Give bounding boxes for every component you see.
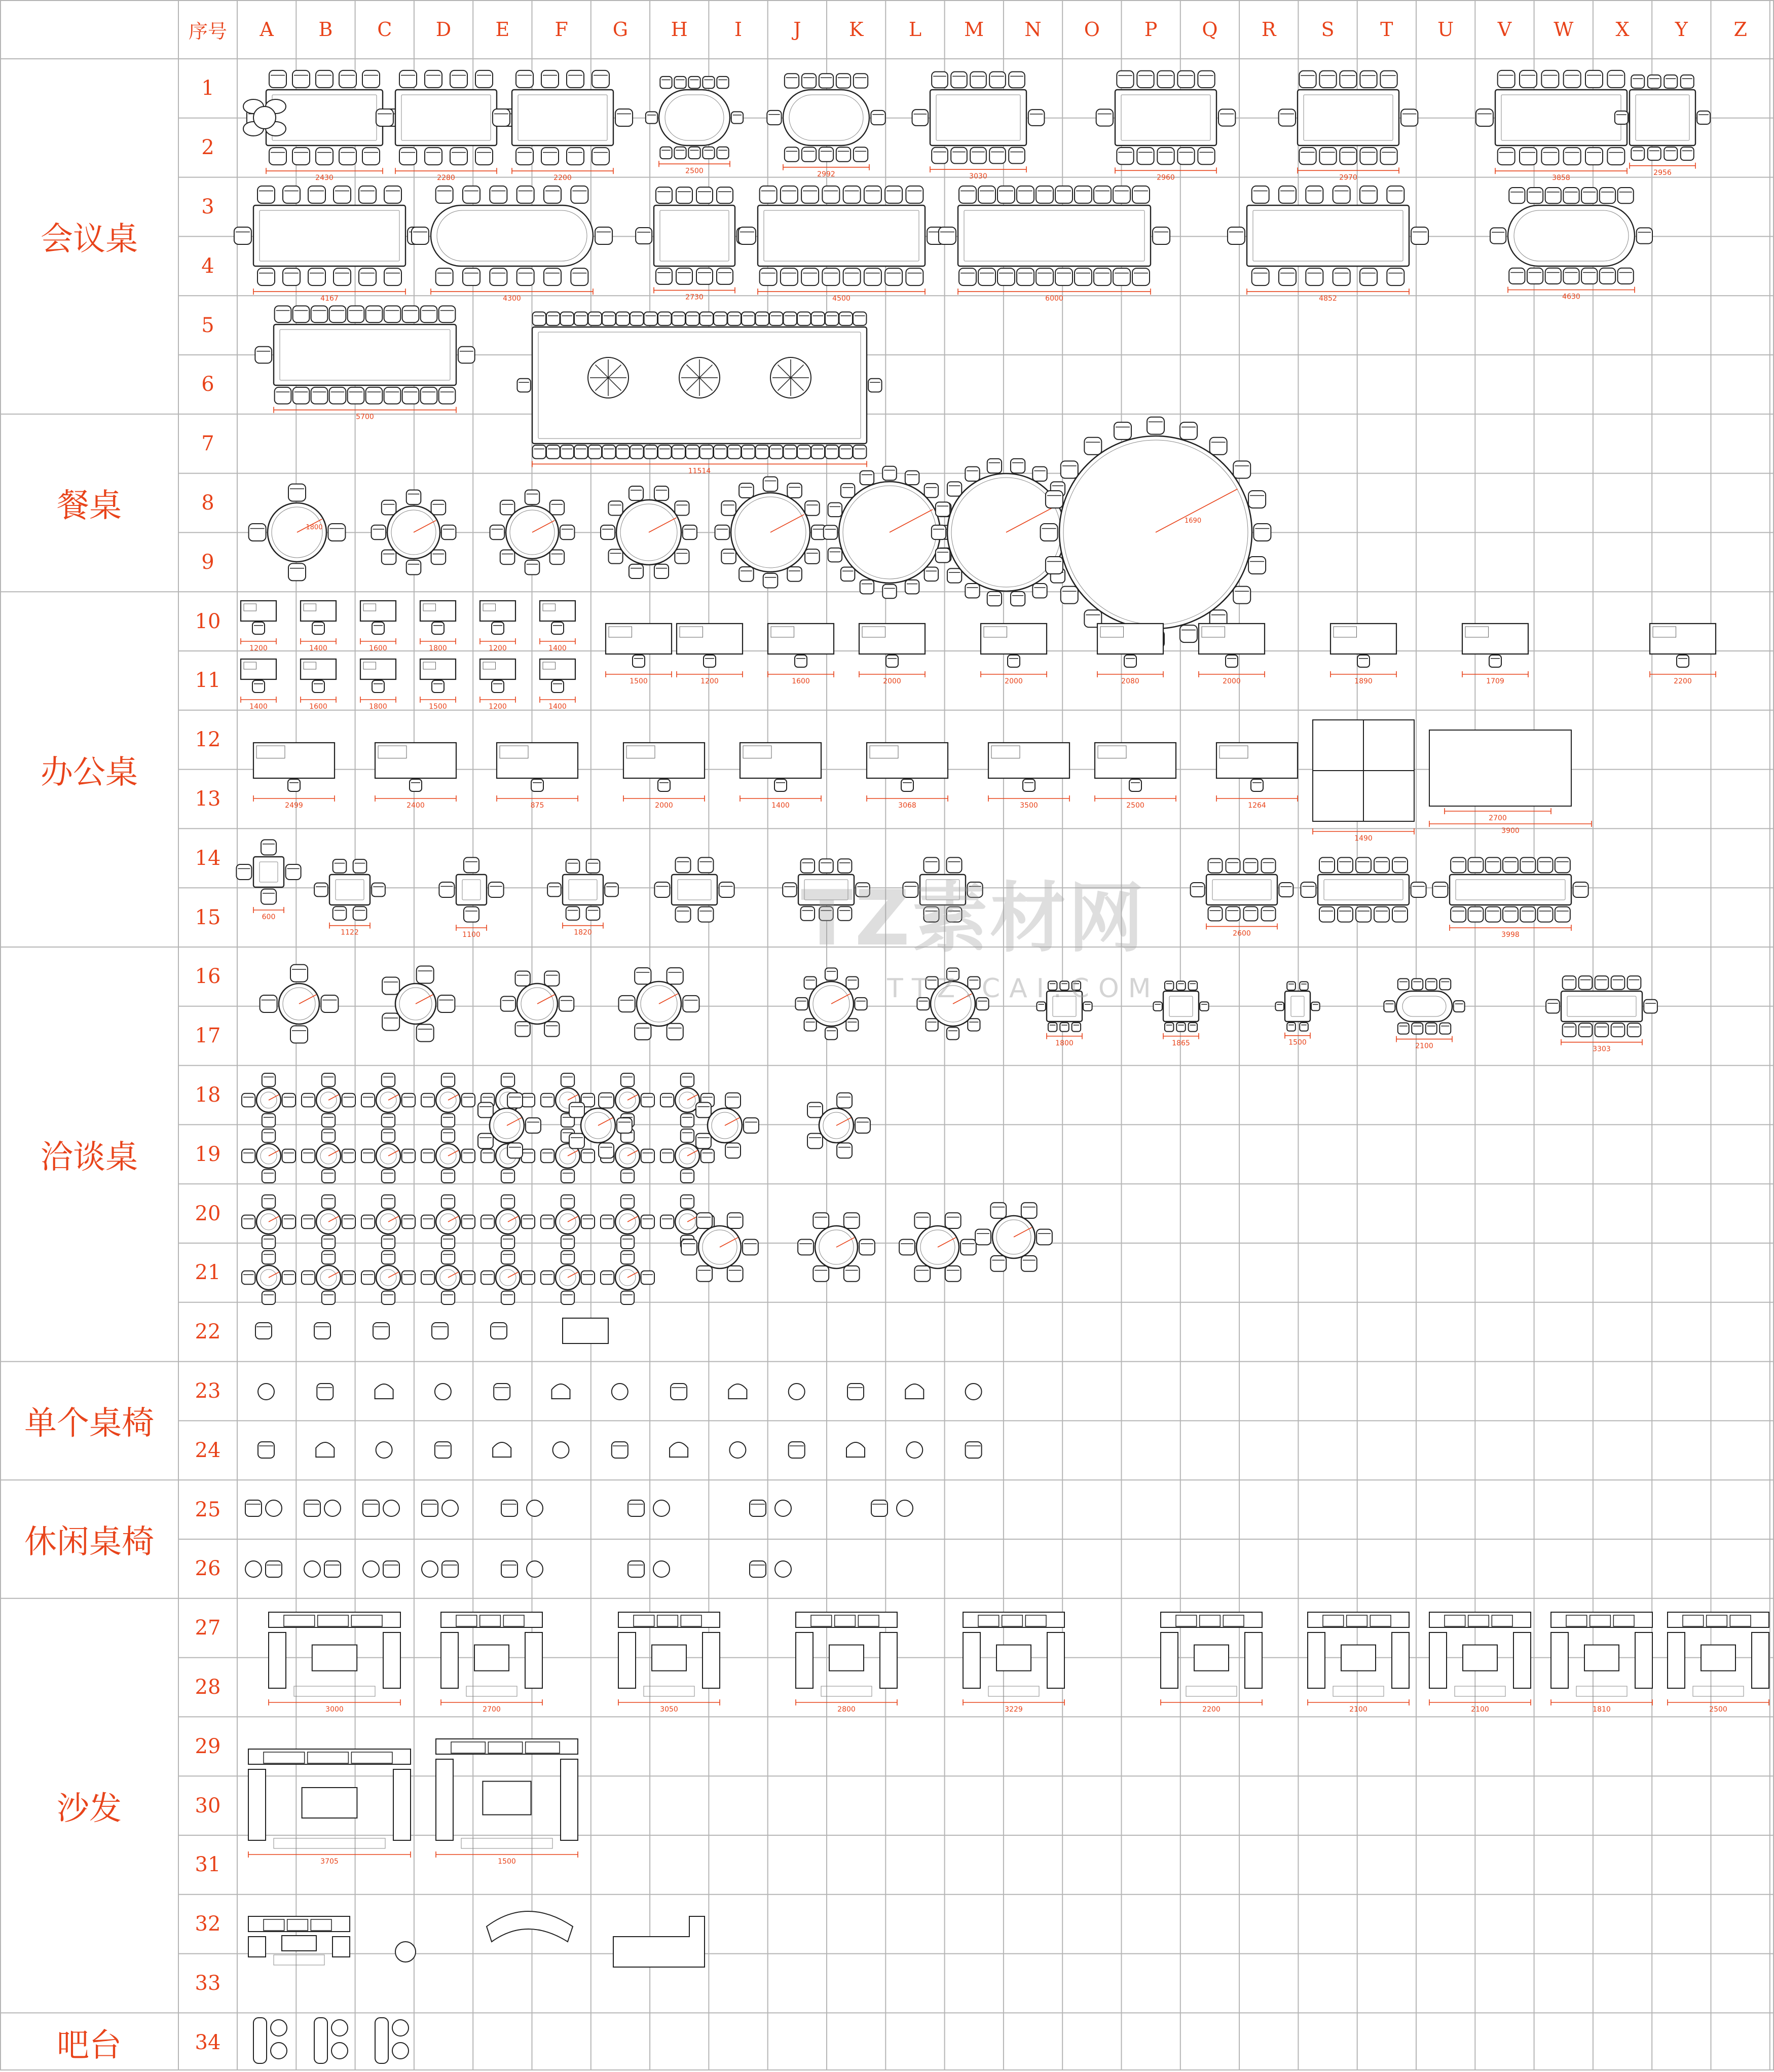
column-header-y: Y	[1675, 18, 1688, 41]
svg-text:3500: 3500	[1020, 802, 1038, 810]
column-header-r: R	[1261, 18, 1276, 41]
svg-text:2700: 2700	[483, 1705, 501, 1714]
column-header-t: T	[1380, 18, 1393, 41]
row-number: 25	[195, 1498, 221, 1521]
row-number: 30	[195, 1794, 221, 1817]
column-header-f: F	[555, 18, 568, 41]
row-number: 33	[195, 1971, 221, 1995]
svg-text:1400: 1400	[548, 644, 567, 652]
svg-text:1709: 1709	[1486, 677, 1504, 685]
svg-text:2499: 2499	[285, 802, 303, 810]
svg-text:2200: 2200	[1674, 677, 1692, 685]
svg-text:2960: 2960	[1157, 173, 1175, 182]
category-label: 单个桌椅	[24, 1405, 154, 1443]
column-header-p: P	[1144, 18, 1158, 41]
category-label: 会议桌	[41, 221, 138, 259]
svg-text:1600: 1600	[309, 703, 327, 711]
svg-text:3030: 3030	[969, 172, 987, 181]
row-number: 4	[201, 254, 214, 278]
svg-text:2992: 2992	[817, 170, 835, 178]
svg-text:2280: 2280	[437, 174, 455, 183]
svg-text:1400: 1400	[249, 703, 268, 711]
svg-text:1100: 1100	[462, 931, 481, 939]
column-header-h: H	[671, 18, 688, 41]
svg-text:3705: 3705	[320, 1858, 339, 1866]
row-number: 16	[195, 965, 221, 989]
column-header-l: L	[908, 18, 922, 41]
svg-text:1200: 1200	[700, 677, 719, 685]
svg-text:1500: 1500	[429, 703, 447, 711]
category-label: 沙发	[57, 1790, 122, 1828]
column-header-d: D	[435, 18, 452, 41]
svg-text:3998: 3998	[1501, 931, 1520, 939]
row-number: 13	[195, 787, 221, 811]
row-number: 29	[195, 1734, 221, 1758]
svg-text:3900: 3900	[1501, 827, 1520, 835]
row-number: 9	[201, 550, 214, 574]
svg-text:2600: 2600	[1233, 929, 1251, 938]
svg-text:1800: 1800	[1055, 1039, 1074, 1047]
svg-text:2430: 2430	[315, 174, 334, 183]
svg-text:1200: 1200	[249, 644, 268, 652]
column-header-x: X	[1615, 18, 1630, 41]
bar-counter	[253, 2018, 267, 2063]
svg-text:2500: 2500	[1709, 1705, 1727, 1714]
category-label: 休闲桌椅	[24, 1523, 154, 1561]
svg-text:1264: 1264	[1248, 802, 1266, 810]
column-header-s: S	[1321, 18, 1335, 41]
svg-text:1122: 1122	[341, 928, 359, 937]
category-label: 餐桌	[57, 487, 122, 525]
svg-text:2000: 2000	[1223, 677, 1241, 685]
row-number: 1	[201, 77, 214, 100]
svg-text:3858: 3858	[1552, 174, 1570, 183]
column-header-b: B	[318, 18, 333, 41]
category-label: 办公桌	[41, 753, 138, 791]
row-number: 11	[195, 669, 221, 693]
l-sofa	[613, 1916, 705, 1967]
watermark-domain: TTZ.CAI.COM	[887, 973, 1160, 1004]
row-number: 2	[201, 136, 214, 160]
bar-counter	[314, 2018, 327, 2063]
svg-text:1800: 1800	[369, 703, 387, 711]
header-index-label: 序号	[188, 20, 227, 43]
svg-text:3000: 3000	[325, 1705, 344, 1714]
row-number: 24	[195, 1438, 221, 1462]
svg-text:4630: 4630	[1562, 293, 1580, 301]
row-number: 20	[195, 1202, 221, 1225]
svg-text:1400: 1400	[309, 644, 327, 652]
svg-text:2080: 2080	[1121, 677, 1139, 685]
row-number: 17	[195, 1024, 221, 1048]
svg-text:4852: 4852	[1319, 295, 1337, 303]
column-header-o: O	[1084, 18, 1100, 41]
office-suite	[1429, 730, 1571, 806]
svg-text:2100: 2100	[1415, 1042, 1433, 1050]
column-header-j: J	[793, 18, 801, 41]
svg-text:3068: 3068	[898, 802, 916, 810]
row-number: 14	[195, 846, 221, 870]
category-label: 吧台	[57, 2026, 122, 2064]
svg-text:1200: 1200	[489, 703, 507, 711]
furniture-drawings	[234, 70, 1769, 2063]
svg-text:2400: 2400	[406, 802, 425, 810]
row-number: 15	[195, 905, 221, 929]
column-header-n: N	[1024, 18, 1042, 41]
svg-text:1500: 1500	[630, 677, 648, 685]
svg-text:2000: 2000	[883, 677, 901, 685]
row-number: 3	[201, 195, 214, 219]
column-header-w: W	[1554, 18, 1574, 41]
svg-text:4300: 4300	[503, 295, 521, 303]
svg-text:1200: 1200	[489, 644, 507, 652]
svg-text:875: 875	[530, 802, 544, 810]
row-number: 8	[201, 491, 214, 515]
column-header-m: M	[964, 18, 984, 41]
svg-text:1820: 1820	[574, 928, 592, 937]
svg-text:2730: 2730	[685, 293, 704, 302]
row-number: 5	[201, 313, 214, 337]
svg-text:5700: 5700	[356, 413, 374, 421]
svg-text:1600: 1600	[369, 644, 387, 652]
row-number: 27	[195, 1616, 221, 1640]
column-header-g: G	[612, 18, 629, 41]
svg-text:4500: 4500	[832, 295, 851, 303]
row-number: 23	[195, 1379, 221, 1403]
row-number: 28	[195, 1675, 221, 1699]
svg-text:1890: 1890	[1354, 677, 1373, 685]
svg-text:2200: 2200	[1202, 1705, 1221, 1714]
column-header-z: Z	[1733, 18, 1747, 41]
row-number: 31	[195, 1853, 221, 1877]
column-header-a: A	[260, 18, 274, 41]
svg-text:3229: 3229	[1005, 1705, 1023, 1714]
svg-text:2000: 2000	[655, 802, 673, 810]
watermark-brand: TZ素材网	[801, 875, 1147, 963]
svg-text:1690: 1690	[1185, 517, 1202, 525]
svg-text:2100: 2100	[1471, 1705, 1489, 1714]
svg-text:2800: 2800	[837, 1705, 856, 1714]
row-number: 12	[195, 728, 221, 752]
column-header-i: I	[734, 18, 743, 41]
svg-text:6000: 6000	[1045, 295, 1063, 303]
svg-text:1800: 1800	[429, 644, 447, 652]
svg-text:3303: 3303	[1593, 1045, 1611, 1053]
row-number: 22	[195, 1320, 221, 1344]
svg-text:2200: 2200	[553, 174, 572, 183]
column-header-e: E	[495, 18, 510, 41]
svg-text:600: 600	[262, 913, 276, 921]
svg-text:4167: 4167	[320, 295, 339, 303]
row-number: 34	[195, 2030, 221, 2054]
svg-text:1500: 1500	[498, 1858, 516, 1866]
svg-text:1865: 1865	[1172, 1039, 1190, 1047]
svg-text:1400: 1400	[771, 802, 790, 810]
svg-text:2700: 2700	[1489, 814, 1507, 822]
svg-text:1490: 1490	[1354, 834, 1373, 843]
row-number: 32	[195, 1912, 221, 1936]
svg-text:1600: 1600	[792, 677, 810, 685]
row-number: 6	[201, 373, 214, 396]
daybed	[563, 1318, 608, 1343]
row-number: 19	[195, 1142, 221, 1166]
svg-text:1500: 1500	[1288, 1038, 1307, 1047]
row-number: 10	[195, 609, 221, 633]
svg-text:1800: 1800	[306, 524, 323, 532]
svg-text:2970: 2970	[1339, 173, 1357, 182]
column-header-q: Q	[1202, 18, 1218, 41]
category-label: 洽谈桌	[41, 1138, 138, 1176]
svg-text:1400: 1400	[548, 703, 567, 711]
column-header-k: K	[848, 18, 864, 41]
row-number: 21	[195, 1261, 221, 1285]
svg-text:11514: 11514	[688, 467, 711, 476]
row-number: 18	[195, 1083, 221, 1107]
bar-counter	[375, 2018, 388, 2063]
svg-text:1810: 1810	[1593, 1705, 1611, 1714]
curved-sofa	[487, 1911, 573, 1942]
row-number: 7	[201, 432, 214, 456]
row-number: 26	[195, 1557, 221, 1581]
column-header-u: U	[1437, 18, 1454, 41]
svg-text:3050: 3050	[660, 1705, 678, 1714]
column-header-c: C	[377, 18, 392, 41]
svg-text:2500: 2500	[1126, 802, 1144, 810]
column-header-v: V	[1497, 18, 1512, 41]
svg-text:2000: 2000	[1005, 677, 1023, 685]
svg-text:2100: 2100	[1349, 1705, 1368, 1714]
svg-text:2500: 2500	[685, 167, 704, 175]
svg-text:2956: 2956	[1653, 168, 1672, 177]
